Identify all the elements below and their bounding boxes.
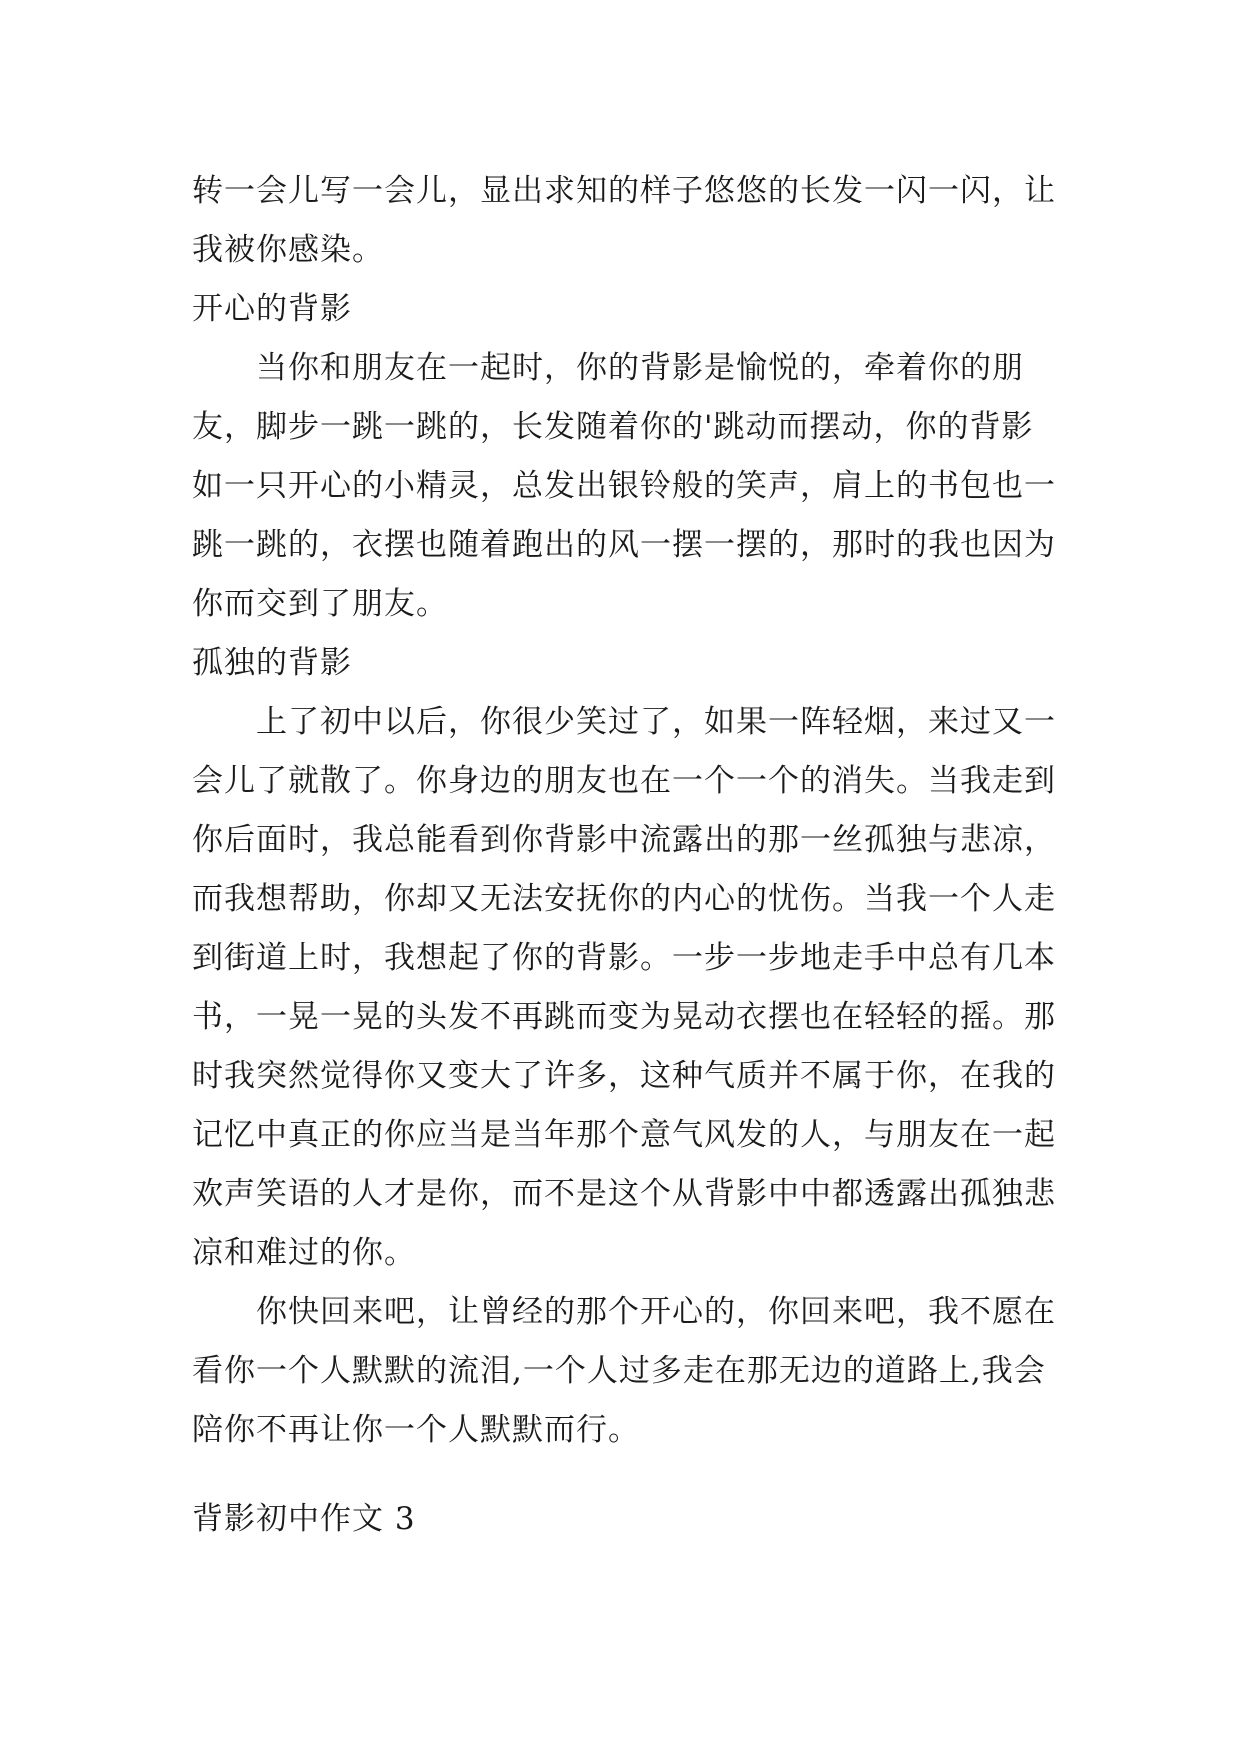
paragraph-lonely: 上了初中以后，你很少笑过了，如果一阵轻烟，来过又一会儿了就散了。你身边的朋友也在一个一个的消失。当我走到你后面时，我总能看到你背影中流露出的那一丝孤独与悲凉，而我想帮助，你却又无法安抚你的内心的忧伤。当我一个人走到街道上时，我想起了你的背影。一步一步地走手中总有几本书，一晃一晃的头发不再跳而变为晃动衣摆也在轻轻的摇。那时我突然觉得你又变大了许多，这种气质并不属于你，在我的记忆中真正的你应当是当年那个意气风发的人，与朋友在一起欢声笑语的人才是你，而不是这个从背影中中都透露出孤独悲凉和难过的你。	[192, 704, 1056, 1271]
essay-body	[192, 162, 1057, 1460]
subheading-lonely-silhouette: 孤独的背影	[192, 645, 352, 681]
paragraph-happy: 当你和朋友在一起时，你的背影是愉悦的，牵着你的朋友，脚步一跳一跳的，长发随着你的'跳动而摆动，你的背影如一只开心的小精灵，总发出银铃般的笑声，肩上的书包也一跳一跳的，衣摆也随着跑出的风一摆一摆的，那时的我也因为你而交到了朋友。	[192, 350, 1056, 622]
paragraph-closing: 你快回来吧，让曾经的那个开心的，你回来吧，我不愿在看你一个人默默的流泪,一个人过多走在那无边的道路上,我会陪你不再让你一个人默默而行。	[192, 1294, 1056, 1448]
subheading-happy-silhouette: 开心的背影	[192, 291, 352, 327]
next-essay-title: 背影初中作文 3	[192, 1501, 416, 1537]
paragraph-continued: 转一会儿写一会儿，显出求知的样子悠悠的长发一闪一闪，让我被你感染。	[192, 173, 1056, 268]
